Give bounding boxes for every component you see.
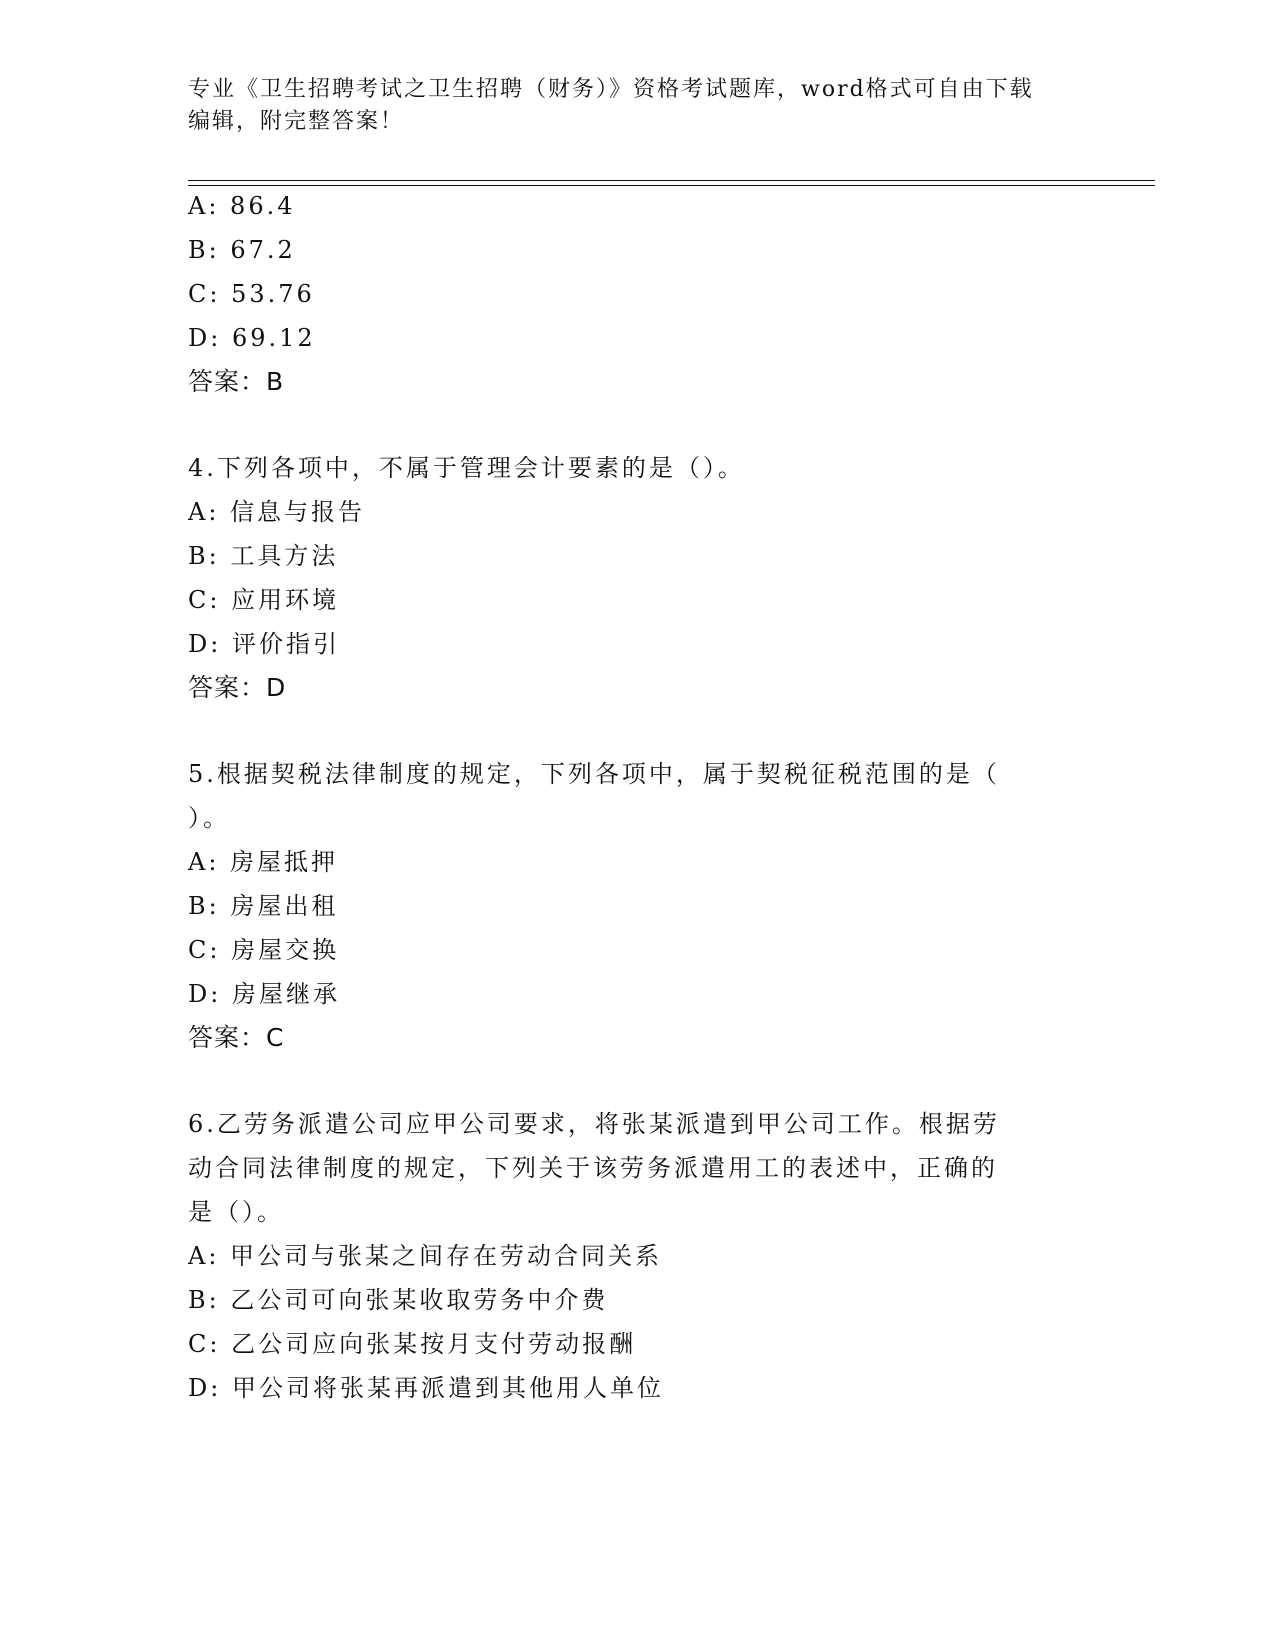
- header-line-1: 专业《卫生招聘考试之卫生招聘（财务）》资格考试题库，word格式可自由下载: [188, 77, 1034, 102]
- q6-question-line-3: 是（）。: [188, 1198, 284, 1226]
- q4-option-c: C: 应用环境: [188, 586, 340, 614]
- q5-option-b: B: 房屋出租: [188, 892, 339, 920]
- q6-option-b: B: 乙公司可向张某收取劳务中介费: [188, 1286, 609, 1314]
- q3-option-c: C: 53.76: [188, 280, 315, 308]
- q3-option-a: A: 86.4: [188, 192, 296, 220]
- q6-option-c: C: 乙公司应向张某按月支付劳动报酬: [188, 1330, 637, 1358]
- q4-option-a: A: 信息与报告: [188, 498, 366, 526]
- q4-question: 4.下列各项中，不属于管理会计要素的是（）。: [188, 454, 745, 482]
- q5-option-a: A: 房屋抵押: [188, 848, 339, 876]
- q4-option-b: B: 工具方法: [188, 542, 339, 570]
- q6-option-d: D: 甲公司将张某再派遣到其他用人单位: [188, 1374, 664, 1402]
- q3-answer: 答案：B: [188, 367, 285, 396]
- document-header: [188, 74, 1088, 138]
- q6-option-a: A: 甲公司与张某之间存在劳动合同关系: [188, 1242, 663, 1270]
- q6-question-line-1: 6.乙劳务派遣公司应甲公司要求，将张某派遣到甲公司工作。根据劳: [188, 1110, 1000, 1138]
- header-line-2: 编辑，附完整答案！: [188, 109, 405, 134]
- q3-option-d: D: 69.12: [188, 324, 316, 352]
- q4-answer: 答案：D: [188, 673, 287, 702]
- q5-question-line-1: 5.根据契税法律制度的规定，下列各项中，属于契税征税范围的是（: [188, 760, 1000, 788]
- header-rule-bottom: [188, 185, 1155, 186]
- q5-option-d: D: 房屋继承: [188, 980, 340, 1008]
- q3-option-b: B: 67.2: [188, 236, 296, 264]
- q5-question-line-2: ）。: [188, 804, 230, 832]
- header-rule-top: [188, 180, 1155, 181]
- q6-question-line-2: 动合同法律制度的规定，下列关于该劳务派遣用工的表述中，正确的: [188, 1154, 998, 1182]
- q4-option-d: D: 评价指引: [188, 630, 340, 658]
- q5-option-c: C: 房屋交换: [188, 936, 340, 964]
- q5-answer: 答案：C: [188, 1023, 285, 1052]
